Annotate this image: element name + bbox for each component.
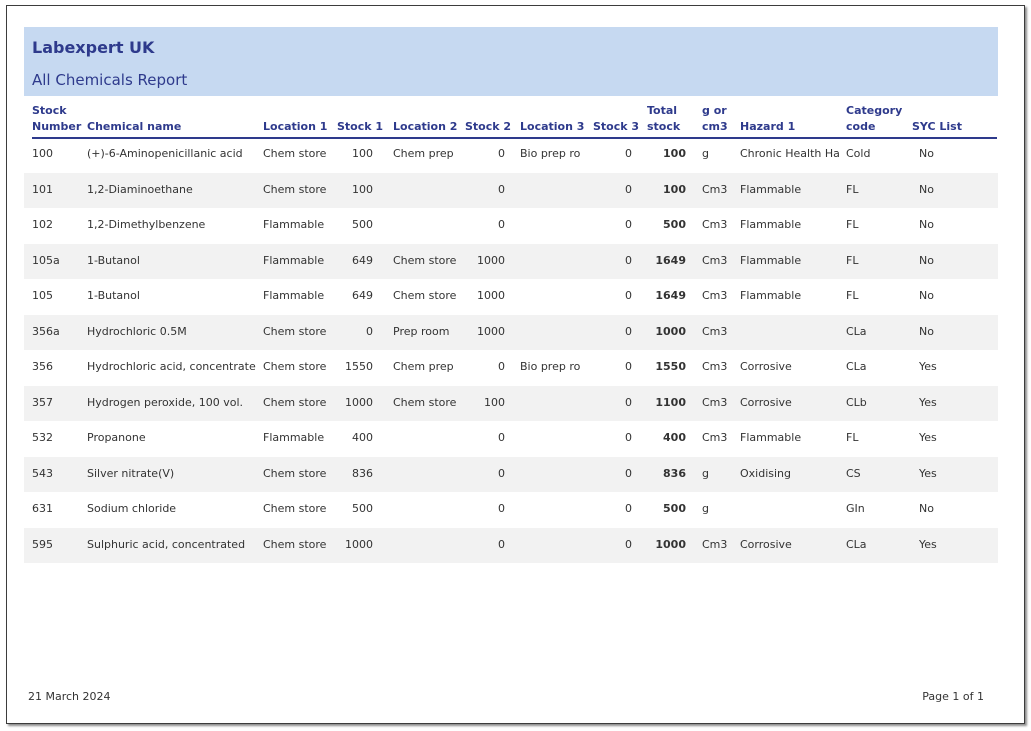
cell-location-1: Chem store — [263, 537, 327, 551]
cell-chemical-name: 1-Butanol — [87, 253, 140, 267]
cell-location-1: Chem store — [263, 395, 327, 409]
cell-location-1: Chem store — [263, 360, 327, 373]
cell-unit: Cm3 — [702, 395, 728, 409]
cell-syc-list: No — [919, 147, 934, 160]
cell-location-1: Chem store — [263, 502, 327, 515]
cell-category-code: FL — [846, 253, 859, 267]
cell-category-code: CLb — [846, 395, 867, 409]
column-header-line-2: Location 2 — [393, 120, 458, 133]
cell-stock-1: 1000 — [345, 395, 373, 409]
cell-stock-2: 0 — [498, 147, 505, 160]
company-name: Labexpert UK — [32, 38, 155, 57]
column-header-location-2 — [393, 103, 457, 135]
column-header-hazard-1 — [740, 103, 795, 135]
cell-stock-3: 0 — [625, 147, 632, 160]
cell-stock-number: 631 — [32, 502, 53, 515]
cell-location-1: Chem store — [263, 466, 327, 480]
table-row — [24, 279, 998, 314]
cell-unit: Cm3 — [702, 253, 728, 267]
cell-category-code: FL — [846, 289, 859, 302]
cell-stock-2: 1000 — [477, 253, 505, 267]
cell-stock-number: 105 — [32, 289, 53, 302]
cell-syc-list: No — [919, 289, 934, 302]
cell-syc-list: Yes — [919, 466, 937, 480]
report-date: 21 March 2024 — [28, 690, 111, 703]
cell-stock-1: 649 — [352, 253, 373, 267]
cell-stock-number: 595 — [32, 537, 53, 551]
cell-category-code: FL — [846, 218, 859, 231]
cell-stock-number: 100 — [32, 147, 53, 160]
table-row — [24, 173, 998, 208]
cell-stock-2: 0 — [498, 502, 505, 515]
column-header-location-1 — [263, 103, 327, 135]
cell-stock-3: 0 — [625, 253, 632, 267]
cell-hazard-1: Flammable — [740, 218, 802, 231]
cell-syc-list: No — [919, 218, 934, 231]
column-header-line-1 — [465, 103, 511, 119]
cell-location-1: Flammable — [263, 253, 325, 267]
cell-stock-3: 0 — [625, 182, 632, 196]
cell-syc-list: Yes — [919, 395, 937, 409]
column-header-line-2: Stock 3 — [593, 120, 640, 133]
column-header-line-1 — [337, 103, 383, 119]
column-header-line-1 — [393, 103, 457, 119]
column-header-total-stock — [647, 103, 680, 135]
column-header-location-3 — [520, 103, 584, 135]
cell-stock-1: 100 — [352, 182, 373, 196]
table-row — [24, 137, 998, 172]
cell-category-code: FL — [846, 431, 859, 444]
cell-unit: Cm3 — [702, 324, 728, 338]
cell-hazard-1: Corrosive — [740, 537, 792, 551]
cell-unit: Cm3 — [702, 289, 728, 302]
cell-category-code: CLa — [846, 537, 867, 551]
cell-total-stock: 100 — [663, 147, 686, 160]
cell-chemical-name: 1,2-Dimethylbenzene — [87, 218, 206, 231]
cell-stock-number: 102 — [32, 218, 53, 231]
cell-unit: Cm3 — [702, 182, 728, 196]
cell-category-code: Cold — [846, 147, 871, 160]
column-header-line-1: Total — [647, 104, 678, 117]
column-header-line-1: g or — [702, 104, 727, 117]
cell-stock-2: 0 — [498, 537, 505, 551]
cell-stock-3: 0 — [625, 431, 632, 444]
cell-stock-2: 1000 — [477, 289, 505, 302]
cell-location-2: Chem prep — [393, 360, 454, 373]
cell-syc-list: No — [919, 324, 934, 338]
cell-total-stock: 400 — [663, 431, 686, 444]
cell-total-stock: 1000 — [655, 537, 686, 551]
cell-total-stock: 1649 — [655, 289, 686, 302]
cell-stock-2: 0 — [498, 431, 505, 444]
table-row — [24, 244, 998, 279]
cell-total-stock: 1100 — [655, 395, 686, 409]
cell-stock-1: 500 — [352, 502, 373, 515]
column-header-line-2: Hazard 1 — [740, 120, 796, 133]
column-header-stock-number — [32, 103, 81, 135]
page-number: Page 1 of 1 — [922, 690, 984, 703]
cell-stock-2: 0 — [498, 218, 505, 231]
column-header-chemical-name — [87, 103, 181, 135]
cell-location-1: Chem store — [263, 324, 327, 338]
cell-hazard-1: Flammable — [740, 431, 802, 444]
cell-total-stock: 836 — [663, 466, 686, 480]
cell-stock-3: 0 — [625, 324, 632, 338]
cell-syc-list: No — [919, 182, 934, 196]
cell-stock-number: 356 — [32, 360, 53, 373]
cell-chemical-name: 1-Butanol — [87, 289, 140, 302]
report-title: All Chemicals Report — [32, 71, 188, 89]
table-row — [24, 421, 998, 456]
cell-chemical-name: Silver nitrate(V) — [87, 466, 175, 480]
cell-unit: g — [702, 466, 709, 480]
cell-stock-2: 0 — [498, 360, 505, 373]
column-header-line-2: Chemical name — [87, 120, 182, 133]
report-page — [6, 5, 1025, 724]
column-header-unit — [702, 103, 728, 135]
cell-location-1: Flammable — [263, 289, 325, 302]
column-header-line-2: stock — [647, 120, 681, 133]
cell-chemical-name: Sodium chloride — [87, 502, 177, 515]
cell-total-stock: 1550 — [655, 360, 686, 373]
cell-stock-number: 101 — [32, 182, 53, 196]
table-row — [24, 208, 998, 243]
cell-chemical-name: Hydrochloric 0.5M — [87, 324, 187, 338]
table-row — [24, 528, 998, 563]
cell-location-2: Chem store — [393, 289, 457, 302]
cell-unit: Cm3 — [702, 537, 728, 551]
cell-hazard-1: Flammable — [740, 253, 802, 267]
column-header-stock-2 — [465, 103, 511, 135]
table-row — [24, 315, 998, 350]
column-header-line-2: cm3 — [702, 120, 728, 133]
column-header-line-2: Number — [32, 120, 82, 133]
column-header-line-2: code — [846, 120, 876, 133]
cell-stock-2: 0 — [498, 182, 505, 196]
cell-total-stock: 1649 — [655, 253, 686, 267]
cell-stock-2: 100 — [484, 395, 505, 409]
cell-total-stock: 100 — [663, 182, 686, 196]
cell-stock-number: 105a — [32, 253, 60, 267]
cell-hazard-1: Flammable — [740, 289, 802, 302]
cell-syc-list: Yes — [919, 431, 937, 444]
cell-location-2: Chem store — [393, 253, 457, 267]
cell-chemical-name: Sulphuric acid, concentrated — [87, 537, 246, 551]
cell-stock-3: 0 — [625, 218, 632, 231]
cell-category-code: CS — [846, 466, 861, 480]
cell-category-code: FL — [846, 182, 859, 196]
cell-location-3: Bio prep ro — [520, 360, 581, 373]
table-row — [24, 350, 998, 385]
column-header-line-1 — [912, 103, 962, 119]
cell-chemical-name: 1,2-Diaminoethane — [87, 182, 193, 196]
column-header-line-2: Stock 1 — [337, 120, 384, 133]
column-header-line-2: Location 3 — [520, 120, 585, 133]
cell-chemical-name: (+)-6-Aminopenicillanic acid — [87, 147, 243, 160]
cell-total-stock: 500 — [663, 218, 686, 231]
cell-stock-2: 0 — [498, 466, 505, 480]
cell-category-code: CLa — [846, 324, 867, 338]
cell-location-2: Chem store — [393, 395, 457, 409]
column-header-syc-list — [912, 103, 962, 135]
cell-location-2: Prep room — [393, 324, 450, 338]
report-header — [24, 27, 998, 96]
cell-stock-1: 649 — [352, 289, 373, 302]
cell-stock-3: 0 — [625, 360, 632, 373]
column-header-category-code — [846, 103, 902, 135]
column-header-line-2: Location 1 — [263, 120, 328, 133]
cell-chemical-name: Propanone — [87, 431, 146, 444]
cell-unit: g — [702, 502, 709, 515]
column-header-line-1 — [593, 103, 639, 119]
column-header-line-1 — [520, 103, 584, 119]
cell-location-1: Chem store — [263, 182, 327, 196]
cell-stock-3: 0 — [625, 466, 632, 480]
cell-stock-1: 100 — [352, 147, 373, 160]
cell-syc-list: Yes — [919, 537, 937, 551]
cell-syc-list: No — [919, 502, 934, 515]
cell-chemical-name: Hydrochloric acid, concentrate — [87, 360, 256, 373]
cell-stock-1: 836 — [352, 466, 373, 480]
table-row — [24, 386, 998, 421]
cell-chemical-name: Hydrogen peroxide, 100 vol. — [87, 395, 244, 409]
cell-stock-number: 357 — [32, 395, 53, 409]
column-header-line-2: SYC List — [912, 120, 962, 133]
cell-category-code: CLa — [846, 360, 867, 373]
cell-stock-number: 532 — [32, 431, 53, 444]
cell-unit: g — [702, 147, 709, 160]
cell-stock-1: 500 — [352, 218, 373, 231]
cell-hazard-1: Flammable — [740, 182, 802, 196]
cell-syc-list: No — [919, 253, 934, 267]
cell-stock-number: 356a — [32, 324, 60, 338]
column-header-line-1: Stock — [32, 104, 67, 117]
cell-stock-1: 1000 — [345, 537, 373, 551]
table-row — [24, 492, 998, 527]
cell-stock-number: 543 — [32, 466, 53, 480]
cell-stock-3: 0 — [625, 502, 632, 515]
column-header-line-1 — [87, 103, 181, 119]
column-header-stock-1 — [337, 103, 383, 135]
cell-location-1: Chem store — [263, 147, 327, 160]
column-header-line-2: Stock 2 — [465, 120, 512, 133]
cell-total-stock: 1000 — [655, 324, 686, 338]
cell-stock-3: 0 — [625, 395, 632, 409]
cell-location-2: Chem prep — [393, 147, 454, 160]
cell-syc-list: Yes — [919, 360, 937, 373]
table-row — [24, 457, 998, 492]
cell-stock-3: 0 — [625, 289, 632, 302]
cell-unit: Cm3 — [702, 431, 728, 444]
cell-stock-1: 400 — [352, 431, 373, 444]
column-header-line-1: Category — [846, 104, 903, 117]
cell-hazard-1: Corrosive — [740, 360, 792, 373]
cell-stock-2: 1000 — [477, 324, 505, 338]
cell-stock-1: 1550 — [345, 360, 373, 373]
cell-unit: Cm3 — [702, 218, 728, 231]
cell-stock-1: 0 — [366, 324, 373, 338]
cell-stock-3: 0 — [625, 537, 632, 551]
cell-hazard-1: Corrosive — [740, 395, 792, 409]
cell-location-1: Flammable — [263, 431, 325, 444]
cell-hazard-1: Oxidising — [740, 466, 792, 480]
cell-hazard-1: Chronic Health Ha — [740, 147, 840, 160]
column-header-line-1 — [263, 103, 327, 119]
cell-unit: Cm3 — [702, 360, 728, 373]
cell-location-1: Flammable — [263, 218, 325, 231]
cell-total-stock: 500 — [663, 502, 686, 515]
column-header-stock-3 — [593, 103, 639, 135]
cell-category-code: GIn — [846, 502, 865, 515]
cell-location-3: Bio prep ro — [520, 147, 581, 160]
column-header-line-1 — [740, 103, 795, 119]
